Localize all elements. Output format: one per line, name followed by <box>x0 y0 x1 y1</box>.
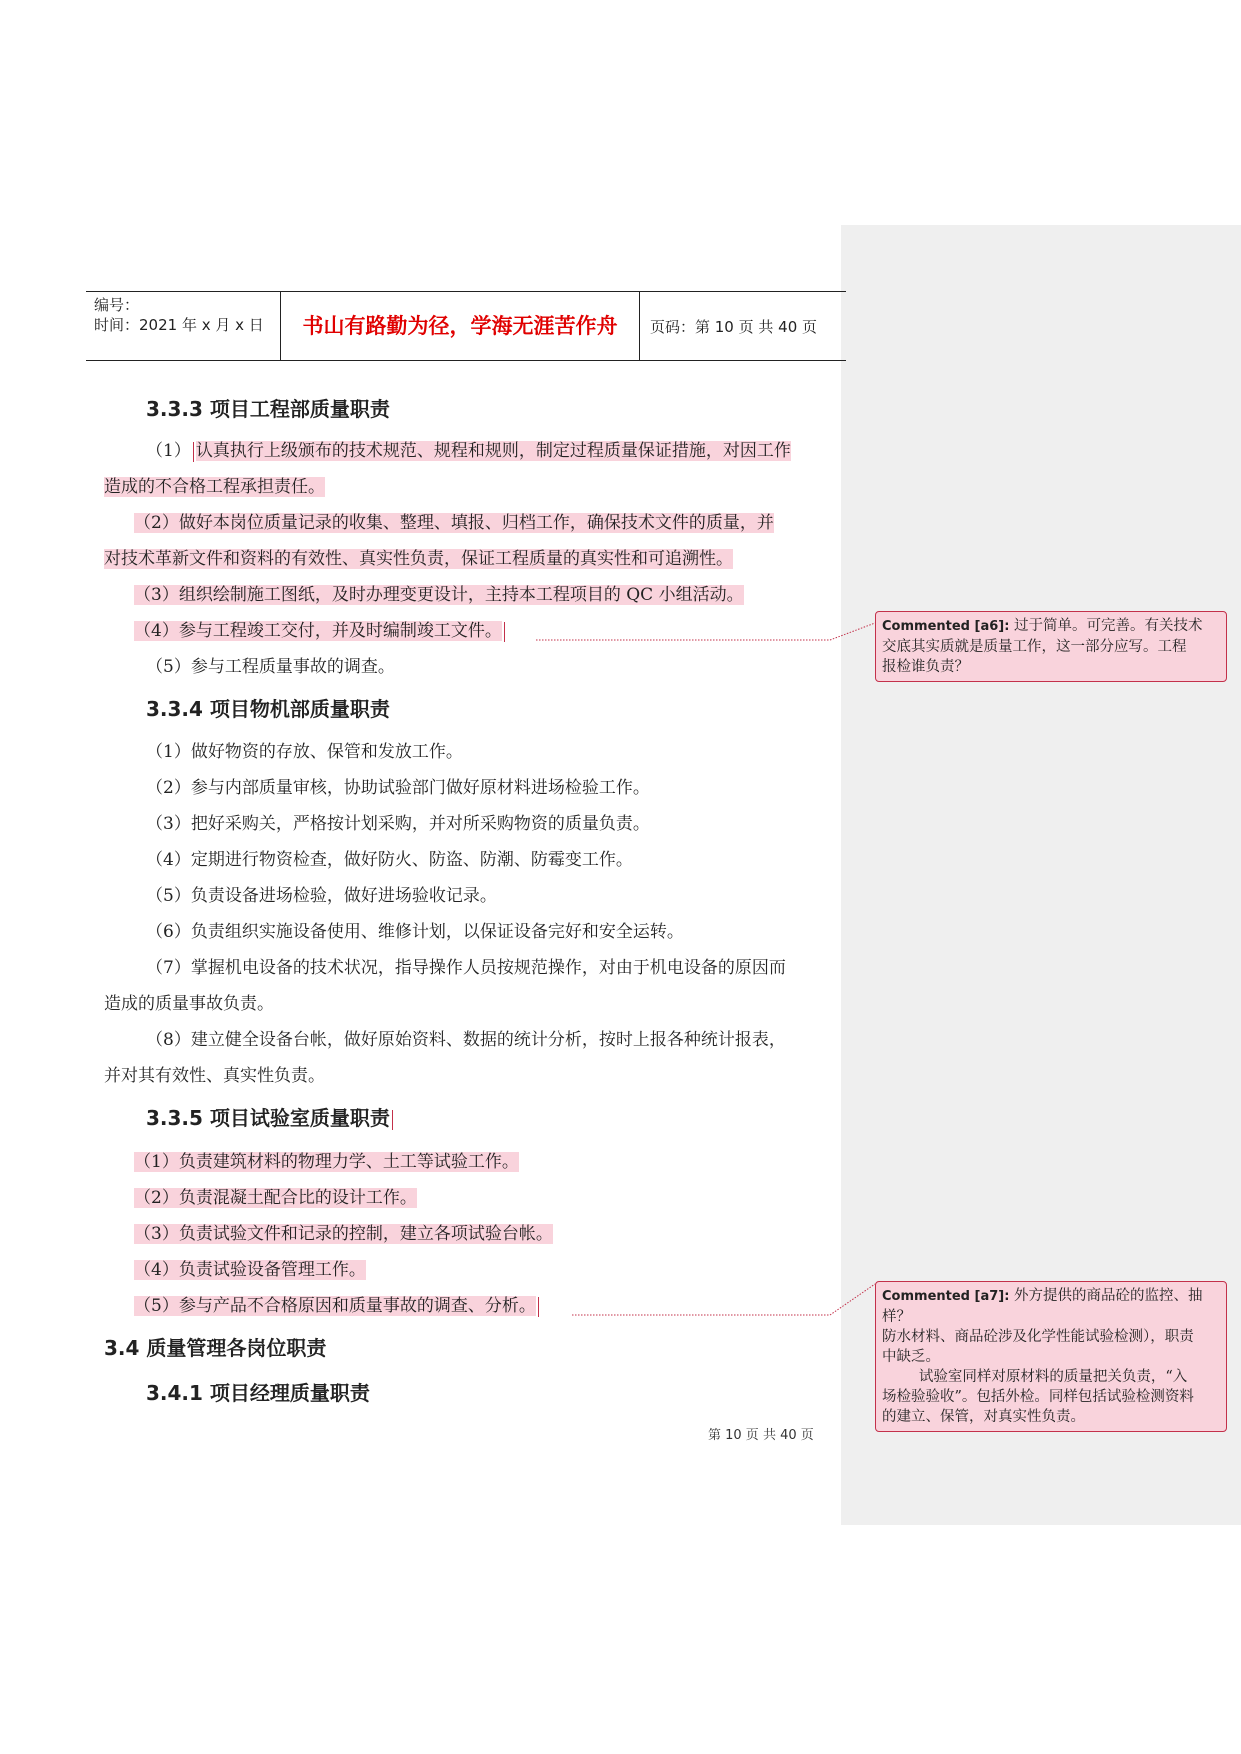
s333-item-2: （2）做好本岗位质量记录的收集、整理、填报、归档工作，确保技术文件的质量，并 <box>134 513 774 533</box>
s333-item-2-cont: 对技术革新文件和资料的有效性、真实性负责，保证工程质量的真实性和可追溯性。 <box>104 549 733 569</box>
comment-text: 外方提供的商品砼的监控、抽 <box>1014 1288 1203 1304</box>
s334-item-3: （3）把好采购关，严格按计划采购，并对所采购物资的质量负责。 <box>146 814 650 834</box>
s334-item-1: （1）做好物资的存放、保管和发放工作。 <box>146 742 463 762</box>
comment-a7[interactable] <box>875 1281 1227 1432</box>
s334-item-2: （2）参与内部质量审核，协助试验部门做好原材料进场检验工作。 <box>146 778 650 798</box>
comment-text: 防水材料、商品砼涉及化学性能试验检测），职责 <box>882 1329 1194 1345</box>
s334-item-8-cont: 并对其有效性、真实性负责。 <box>104 1066 325 1086</box>
s334-item-5: （5）负责设备进场检验，做好进场验收记录。 <box>146 886 497 906</box>
time-label: 时间：2021 年 x 月 x 日 <box>94 316 264 334</box>
number-label: 编号： <box>94 296 140 314</box>
s335-item-2: （2）负责混凝土配合比的设计工作。 <box>134 1188 417 1208</box>
page-footer: 第 10 页 共 40 页 <box>708 1428 814 1443</box>
s334-item-6: （6）负责组织实施设备使用、维修计划，以保证设备完好和安全运转。 <box>146 922 684 942</box>
header-page-label: 页码：第 10 页 共 40 页 <box>650 318 818 336</box>
s334-item-4: （4）定期进行物资检查，做好防火、防盗、防潮、防霉变工作。 <box>146 850 633 870</box>
header-slogan: 书山有路勤为径，学海无涯苦作舟 <box>302 314 618 338</box>
s333-item-1-cont: 造成的不合格工程承担责任。 <box>104 477 325 497</box>
comment-author: Commented [a6]: <box>882 619 1010 634</box>
s335-item-4: （4）负责试验设备管理工作。 <box>134 1260 366 1280</box>
s333-item-4: （4）参与工程竣工交付，并及时编制竣工文件。 <box>134 621 502 641</box>
s334-item-7: （7）掌握机电设备的技术状况，指导操作人员按规范操作，对由于机电设备的原因而 <box>146 958 786 978</box>
comment-text: 交底其实质就是质量工作，这一部分应写。工程 <box>882 639 1187 655</box>
section-334-title: 3.3.4 项目物机部质量职责 <box>146 697 390 721</box>
comment-a6[interactable] <box>875 611 1227 682</box>
comment-author: Commented [a7]: <box>882 1289 1010 1304</box>
s335-item-5: （5）参与产品不合格原因和质量事故的调查、分析。 <box>134 1296 536 1316</box>
s333-item-1-num: （1） <box>146 441 191 461</box>
s333-item-3: （3）组织绘制施工图纸，及时办理变更设计，主持本工程项目的 QC 小组活动。 <box>134 585 744 605</box>
s333-item-5: （5）参与工程质量事故的调查。 <box>146 657 395 677</box>
s335-item-1: （1）负责建筑材料的物理力学、土工等试验工作。 <box>134 1152 519 1172</box>
comment-text: 试验室同样对原材料的质量把关负责，“入 <box>882 1369 1188 1385</box>
comment-text: 场检验验收”。包括外检。同样包括试验检测资料 <box>882 1389 1194 1405</box>
section-341-title: 3.4.1 项目经理质量职责 <box>146 1381 370 1405</box>
comment-text: 过于简单。可完善。有关技术 <box>1014 618 1203 634</box>
comment-text: 的建立、保管，对真实性负责。 <box>882 1409 1085 1425</box>
section-34-title: 3.4 质量管理各岗位职责 <box>104 1336 327 1360</box>
s335-item-3: （3）负责试验文件和记录的控制，建立各项试验台帐。 <box>134 1224 553 1244</box>
s333-item-1-text: 认真执行上级颁布的技术规范、规程和规则，制定过程质量保证措施，对因工作 <box>195 441 791 461</box>
section-333-title: 3.3.3 项目工程部质量职责 <box>146 397 390 421</box>
s334-item-7-cont: 造成的质量事故负责。 <box>104 994 274 1014</box>
s334-item-8: （8）建立健全设备台帐，做好原始资料、数据的统计分析，按时上报各种统计报表， <box>146 1030 786 1050</box>
comment-text: 报检谁负责？ <box>882 659 969 675</box>
comment-text: 样？ <box>882 1309 911 1325</box>
comment-text: 中缺乏。 <box>882 1349 940 1365</box>
section-335-title-text: 3.3.5 项目试验室质量职责 <box>146 1106 390 1130</box>
